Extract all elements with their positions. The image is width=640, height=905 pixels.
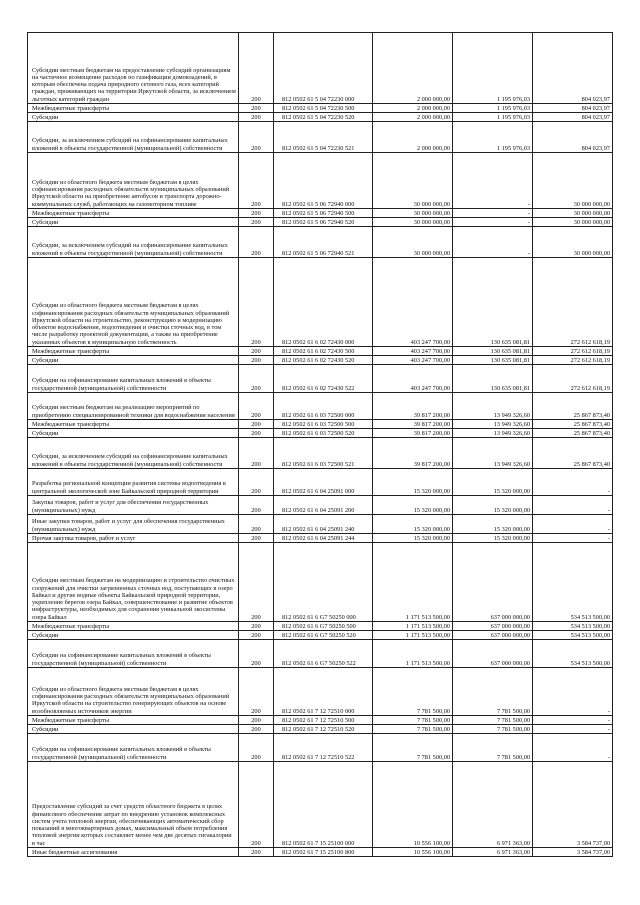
row-kbk-cell: 812 0502 61 7 15 25100 000 [274,762,373,848]
row-name-cell: Субсидии [28,429,239,438]
row-approved-cell: 403 247 700,00 [373,347,453,356]
row-code-cell: 200 [239,631,274,640]
table-row [28,153,613,209]
row-unexecuted-cell: - [533,534,613,543]
row-name-cell: Субсидии из областного бюджета местным бюджетам в целях софинансирования расходных обязательств муниципальных образований Иркутской области на приобретение автобусов и транспорта дорожно-коммунальных служб, работающих на газомоторном топливе [28,153,239,209]
row-code-cell: 200 [239,725,274,734]
row-kbk-cell: 812 0502 61 6 03 72500 521 [274,438,373,469]
row-code-cell: 200 [239,393,274,420]
table-row [28,429,613,438]
row-approved-cell: 30 000 000,00 [373,227,453,258]
row-approved-cell: 2 000 000,00 [373,33,453,104]
row-approved-cell: 30 000 000,00 [373,218,453,227]
row-unexecuted-cell: 804 023,97 [533,113,613,122]
row-unexecuted-cell: 25 867 873,40 [533,429,613,438]
row-name-cell: Субсидии местным бюджетам на модернизацию и строительство очистных сооружений для очистки загрязненных сточных вод, поступающих в озеро Байкал и другие водные объекты Байкальской природной территории, укрепление берегов озера Байкал, совершенствование и развитие объектов инфраструктуры, необходимых для сохранения уникальной экосистемы озера Байкал [28,543,239,622]
row-kbk-cell: 812 0502 61 6 02 72430 520 [274,356,373,365]
row-name-cell: Субсидии местным бюджетам на реализацию мероприятий по приобретению специализированной техники для водоснабжения населения [28,393,239,420]
row-executed-cell: - [453,153,533,209]
row-name-cell: Субсидии на софинансирование капитальных вложений в объекты государственной (муниципальной) собственности [28,734,239,762]
row-code-cell: 200 [239,113,274,122]
row-approved-cell: 403 247 700,00 [373,365,453,393]
row-code-cell: 200 [239,104,274,113]
row-unexecuted-cell: 25 867 873,40 [533,420,613,429]
row-name-cell: Иные бюджетные ассигнования [28,848,239,857]
row-approved-cell: 39 817 200,00 [373,429,453,438]
row-name-cell: Субсидии из областного бюджета местным бюджетам в целях софинансирования расходных обязательств муниципальных образований Иркутской области на строительство, реконструкцию и модернизацию объектов водоснабжения, водоотведения и очистки сточных вод, в том числе разработку проектной документации, а также на приобретение указанных объектов в муниципальную собственность [28,258,239,347]
row-name-cell: Субсидии [28,356,239,365]
row-approved-cell: 39 817 200,00 [373,420,453,429]
table-row [28,347,613,356]
row-name-cell: Субсидии из областного бюджета местным бюджетам в целях софинансирования расходных обязательств муниципальных образований Иркутской области на строительство генерирующих объектов на основе возобновляемых источников энергии [28,668,239,716]
table-row [28,209,613,218]
row-name-cell: Субсидии [28,631,239,640]
row-unexecuted-cell: - [533,668,613,716]
row-executed-cell: 1 195 976,03 [453,113,533,122]
row-approved-cell: 1 171 513 500,00 [373,543,453,622]
table-row [28,848,613,857]
budget-execution-table [27,32,613,857]
row-unexecuted-cell: - [533,716,613,725]
table-row [28,393,613,420]
row-unexecuted-cell: 30 000 000,00 [533,227,613,258]
row-approved-cell: 403 247 700,00 [373,258,453,347]
row-executed-cell: 7 781 500,00 [453,725,533,734]
row-executed-cell: 15 320 000,00 [453,534,533,543]
row-unexecuted-cell: 30 000 000,00 [533,218,613,227]
row-approved-cell: 1 171 513 500,00 [373,640,453,668]
row-unexecuted-cell: 534 513 500,00 [533,640,613,668]
row-kbk-cell: 812 0502 61 6 03 72500 000 [274,393,373,420]
row-unexecuted-cell: 804 023,97 [533,104,613,113]
row-approved-cell: 403 247 700,00 [373,356,453,365]
row-kbk-cell: 812 0502 61 5 06 72940 521 [274,227,373,258]
table-row [28,356,613,365]
row-code-cell: 200 [239,33,274,104]
row-executed-cell: 15 320 000,00 [453,496,533,515]
row-kbk-cell: 812 0502 61 5 04 72230 000 [274,33,373,104]
row-code-cell: 200 [239,534,274,543]
row-kbk-cell: 812 0502 61 6 04 25091 000 [274,469,373,496]
row-name-cell: Закупка товаров, работ и услуг для обеспечения государственных (муниципальных) нужд [28,496,239,515]
row-executed-cell: - [453,209,533,218]
row-name-cell: Субсидии, за исключением субсидий на софинансирование капитальных вложений в объекты государственной (муниципальной) собственности [28,122,239,153]
row-kbk-cell: 812 0502 61 6 04 25091 240 [274,515,373,534]
table-row [28,113,613,122]
row-name-cell: Субсидии [28,113,239,122]
row-name-cell: Субсидии, за исключением субсидий на софинансирование капитальных вложений в объекты государственной (муниципальной) собственности [28,227,239,258]
row-name-cell: Межбюджетные трансферты [28,347,239,356]
row-kbk-cell: 812 0502 61 5 04 72230 521 [274,122,373,153]
row-unexecuted-cell: - [533,515,613,534]
row-executed-cell: - [453,218,533,227]
row-code-cell: 200 [239,429,274,438]
row-approved-cell: 10 556 100,00 [373,848,453,857]
row-unexecuted-cell: - [533,469,613,496]
row-unexecuted-cell: 534 513 500,00 [533,543,613,622]
row-kbk-cell: 812 0502 61 6 02 72430 522 [274,365,373,393]
row-approved-cell: 39 817 200,00 [373,393,453,420]
row-executed-cell: 1 195 976,03 [453,122,533,153]
row-executed-cell: 130 635 081,81 [453,356,533,365]
row-code-cell: 200 [239,622,274,631]
row-executed-cell: 637 000 000,00 [453,631,533,640]
row-executed-cell: 637 000 000,00 [453,543,533,622]
row-kbk-cell: 812 0502 61 6 G7 50250 500 [274,622,373,631]
row-kbk-cell: 812 0502 61 6 02 72430 000 [274,258,373,347]
row-code-cell: 200 [239,515,274,534]
row-kbk-cell: 812 0502 61 6 04 25091 244 [274,534,373,543]
table-row [28,534,613,543]
row-name-cell: Предоставление субсидий за счет средств областного бюджета в целях финансового обеспечения затрат по внедрению установок комплексных систем учета тепловой энергии, обеспечивающих автоматический сбор показаний в многоквартирных домах, максимальный объем потребления тепловой энергии которых составляет менее чем две десятых гигакалории в час [28,762,239,848]
row-executed-cell: 13 949 326,60 [453,393,533,420]
row-unexecuted-cell: 30 000 000,00 [533,153,613,209]
row-name-cell: Межбюджетные трансферты [28,622,239,631]
row-kbk-cell: 812 0502 61 6 03 72500 520 [274,429,373,438]
row-executed-cell: 1 195 976,03 [453,33,533,104]
row-executed-cell: 637 000 000,00 [453,640,533,668]
row-code-cell: 200 [239,438,274,469]
row-approved-cell: 10 556 100,00 [373,762,453,848]
table-row [28,104,613,113]
row-name-cell: Межбюджетные трансферты [28,716,239,725]
row-approved-cell: 15 320 000,00 [373,469,453,496]
row-code-cell: 200 [239,668,274,716]
table-row [28,218,613,227]
row-name-cell: Субсидии, за исключением субсидий на софинансирование капитальных вложений в объекты государственной (муниципальной) собственности [28,438,239,469]
table-row [28,365,613,393]
row-executed-cell: 7 781 500,00 [453,716,533,725]
row-approved-cell: 30 000 000,00 [373,209,453,218]
row-approved-cell: 7 781 500,00 [373,716,453,725]
budget-table-page [27,32,612,857]
row-name-cell: Межбюджетные трансферты [28,104,239,113]
row-approved-cell: 15 320 000,00 [373,496,453,515]
row-code-cell: 200 [239,122,274,153]
row-kbk-cell: 812 0502 61 6 G7 50250 520 [274,631,373,640]
row-approved-cell: 2 000 000,00 [373,113,453,122]
row-name-cell: Межбюджетные трансферты [28,209,239,218]
row-kbk-cell: 812 0502 61 7 12 72510 520 [274,725,373,734]
row-code-cell: 200 [239,365,274,393]
row-approved-cell: 7 781 500,00 [373,734,453,762]
table-row [28,543,613,622]
row-approved-cell: 2 000 000,00 [373,122,453,153]
row-unexecuted-cell: 272 612 618,19 [533,365,613,393]
row-code-cell: 200 [239,469,274,496]
row-executed-cell: 13 949 326,60 [453,438,533,469]
row-executed-cell: 1 195 976,03 [453,104,533,113]
row-code-cell: 200 [239,640,274,668]
row-kbk-cell: 812 0502 61 5 06 72940 000 [274,153,373,209]
table-row [28,496,613,515]
row-code-cell: 200 [239,420,274,429]
row-kbk-cell: 812 0502 61 6 G7 50250 000 [274,543,373,622]
row-executed-cell: 15 320 000,00 [453,469,533,496]
row-name-cell: Иные закупки товаров, работ и услуг для обеспечения государственных (муниципальных) нужд [28,515,239,534]
row-name-cell: Межбюджетные трансферты [28,420,239,429]
table-row [28,631,613,640]
row-name-cell: Субсидии [28,725,239,734]
row-unexecuted-cell: - [533,734,613,762]
row-kbk-cell: 812 0502 61 7 12 72510 522 [274,734,373,762]
row-kbk-cell: 812 0502 61 5 06 72940 520 [274,218,373,227]
row-code-cell: 200 [239,543,274,622]
table-row [28,420,613,429]
row-kbk-cell: 812 0502 61 5 06 72940 500 [274,209,373,218]
row-kbk-cell: 812 0502 61 5 04 72230 500 [274,104,373,113]
row-executed-cell: 7 781 500,00 [453,734,533,762]
row-unexecuted-cell: 272 612 618,19 [533,356,613,365]
row-unexecuted-cell: 804 023,97 [533,122,613,153]
row-unexecuted-cell: 804 023,97 [533,33,613,104]
row-name-cell: Субсидии местным бюджетам на предоставление субсидий организациям на частичное возмещение расходов по газификации домовладений, в которым обеспечена подача природного сетевого газа, всех категорий граждан, проживающих на территории Иркутской области, за исключением льготных категорий граждан [28,33,239,104]
table-row [28,438,613,469]
row-kbk-cell: 812 0502 61 6 02 72430 500 [274,347,373,356]
table-row [28,258,613,347]
row-name-cell: Субсидии на софинансирование капитальных вложений в объекты государственной (муниципальной) собственности [28,365,239,393]
row-approved-cell: 1 171 513 500,00 [373,631,453,640]
row-unexecuted-cell: 3 584 737,00 [533,848,613,857]
table-row [28,469,613,496]
row-unexecuted-cell: 3 584 737,00 [533,762,613,848]
row-executed-cell: - [453,227,533,258]
row-code-cell: 200 [239,218,274,227]
row-unexecuted-cell: - [533,725,613,734]
table-row [28,122,613,153]
row-unexecuted-cell: 272 612 618,19 [533,258,613,347]
row-kbk-cell: 812 0502 61 6 03 72500 500 [274,420,373,429]
row-kbk-cell: 812 0502 61 7 12 72510 000 [274,668,373,716]
table-row [28,622,613,631]
row-name-cell: Субсидии на софинансирование капитальных вложений в объекты государственной (муниципальной) собственности [28,640,239,668]
row-approved-cell: 39 817 200,00 [373,438,453,469]
table-row [28,734,613,762]
row-executed-cell: 130 635 081,81 [453,258,533,347]
row-executed-cell: 6 971 363,00 [453,848,533,857]
row-approved-cell: 15 320 000,00 [373,515,453,534]
row-kbk-cell: 812 0502 61 6 04 25091 200 [274,496,373,515]
row-unexecuted-cell: 25 867 873,40 [533,438,613,469]
row-kbk-cell: 812 0502 61 6 G7 50250 522 [274,640,373,668]
row-name-cell: Субсидии [28,218,239,227]
row-code-cell: 200 [239,762,274,848]
row-code-cell: 200 [239,209,274,218]
table-row [28,725,613,734]
row-code-cell: 200 [239,848,274,857]
row-approved-cell: 7 781 500,00 [373,725,453,734]
row-unexecuted-cell: - [533,496,613,515]
row-unexecuted-cell: 25 867 873,40 [533,393,613,420]
row-executed-cell: 13 949 326,60 [453,420,533,429]
row-unexecuted-cell: 30 000 000,00 [533,209,613,218]
row-approved-cell: 2 000 000,00 [373,104,453,113]
row-kbk-cell: 812 0502 61 7 12 72510 500 [274,716,373,725]
row-code-cell: 200 [239,356,274,365]
row-approved-cell: 30 000 000,00 [373,153,453,209]
row-kbk-cell: 812 0502 61 5 04 72230 520 [274,113,373,122]
row-code-cell: 200 [239,153,274,209]
row-kbk-cell: 812 0502 61 7 15 25100 800 [274,848,373,857]
table-body [28,33,613,857]
table-row [28,640,613,668]
row-code-cell: 200 [239,716,274,725]
row-code-cell: 200 [239,227,274,258]
row-name-cell: Разработка региональной концепции развития системы водоотведения в центральной экологической зоне Байкальской природной территории [28,469,239,496]
row-executed-cell: 15 320 000,00 [453,515,533,534]
row-executed-cell: 7 781 500,00 [453,668,533,716]
row-executed-cell: 13 949 326,60 [453,429,533,438]
row-code-cell: 200 [239,496,274,515]
row-approved-cell: 7 781 500,00 [373,668,453,716]
table-row [28,515,613,534]
row-approved-cell: 1 171 513 500,00 [373,622,453,631]
row-name-cell: Прочая закупка товаров, работ и услуг [28,534,239,543]
row-code-cell: 200 [239,734,274,762]
row-executed-cell: 130 635 081,81 [453,347,533,356]
row-executed-cell: 130 635 081,81 [453,365,533,393]
row-executed-cell: 6 971 363,00 [453,762,533,848]
table-row [28,227,613,258]
row-unexecuted-cell: 272 612 618,19 [533,347,613,356]
table-row [28,762,613,848]
row-code-cell: 200 [239,258,274,347]
row-executed-cell: 637 000 000,00 [453,622,533,631]
row-code-cell: 200 [239,347,274,356]
row-unexecuted-cell: 534 513 500,00 [533,622,613,631]
row-approved-cell: 15 320 000,00 [373,534,453,543]
row-unexecuted-cell: 534 513 500,00 [533,631,613,640]
table-row [28,716,613,725]
table-row [28,668,613,716]
table-row [28,33,613,104]
